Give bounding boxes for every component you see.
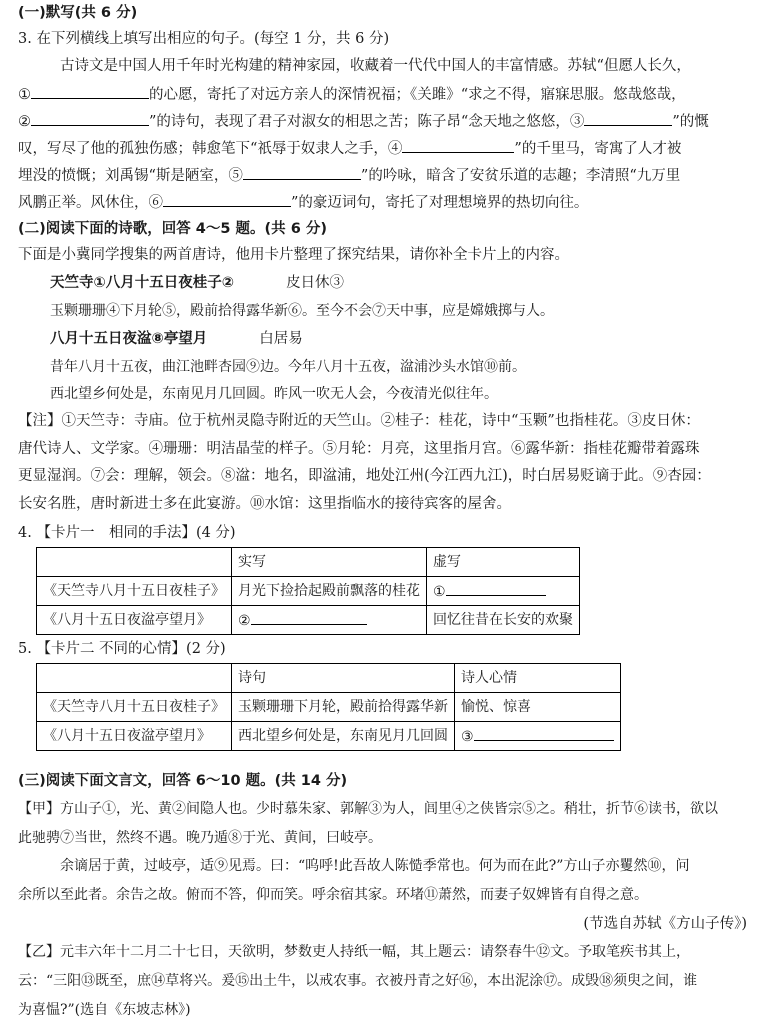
s1-line-6-tail: ”的豪迈词句，寄托了对理想境界的热切向往。 (291, 195, 589, 211)
card1-row2-virtual: 回忆往昔在长安的欢聚 (427, 606, 580, 635)
yi-line-2: 云：“三阳⑬既至，庶⑭草将兴。爰⑮出土牛，以戒农事。衣被丹青之好⑯，本出泥涂⑰。成毁⑱须臾之间，谁 (18, 973, 698, 989)
card2-answer-blank-3[interactable] (474, 728, 614, 741)
card2-col-mood: 诗人心情 (455, 664, 621, 693)
jia-line-4: 余所以至此者。余告之故。俯而不答，仰而笑。呼余宿其家。环堵⑪萧然，而妻子奴婢皆有自得之意。 (18, 887, 648, 903)
poem2-line-2: 西北望乡何处是，东南见月几回圆。昨风一吹无人会，今夜清光似往年。 (50, 386, 498, 402)
note-line-3: 更显湿润。⑦会：理解，领会。⑧湓：地名，即湓浦，地处江州(今江西九江)，时白居易贬谪于此。⑨杏园： (18, 468, 711, 484)
section2-intro: 下面是小冀同学搜集的两首唐诗，他用卡片整理了探究结果，请你补全卡片上的内容。 (18, 247, 569, 263)
s1-line-4-text: 叹，写尽了他的孤独伤感；韩愈笔下“祇辱于奴隶人之手， (18, 141, 388, 157)
poem1-author: 皮日休③ (286, 275, 345, 291)
jia-line-2: 此驰骋⑦当世，然终不遇。晚乃遁⑧于光、黄间，曰岐亭。 (18, 830, 382, 846)
poem2-line-1: 昔年八月十五夜，曲江池畔杏园⑨边。今年八月十五夜，湓浦沙头水馆⑩前。 (50, 359, 526, 375)
blank-mark-5: ⑤ (228, 168, 243, 184)
poem2-header (50, 332, 753, 347)
card2-row1-title: 《天竺寺八月十五日夜桂子》 (37, 693, 232, 722)
poem1-text: 玉颗珊珊④下月轮⑤，殿前拾得露华新⑥。至今不会⑦天中事，应是嫦娥掷与人。 (50, 303, 554, 319)
poem1-title: 天竺寺①八月十五日夜桂子② (50, 275, 235, 291)
s1-line-5-text: 埋没的愤慨；刘禹锡“斯是陋室， (18, 168, 229, 184)
s1-line-5 (18, 167, 753, 184)
s1-line-2-text: 的心愿，寄托了对远方亲人的深情祝福；《关雎》“求之不得，寤寐思服。悠哉悠哉， (149, 87, 686, 103)
answer-blank-1[interactable] (31, 86, 149, 99)
poem2-author: 白居易 (259, 331, 303, 347)
s1-line-4 (18, 140, 753, 157)
card2-heading: 5. 【卡片二 不同的心情】(2 分) (18, 641, 226, 657)
card1-answer-blank-1[interactable] (446, 583, 546, 596)
card1-row2-real[interactable] (232, 606, 427, 635)
section2-heading: (二)阅读下面的诗歌，回答 4～5 题。(共 6 分) (18, 221, 327, 237)
card1-row2-title: 《八月十五日夜湓亭望月》 (37, 606, 232, 635)
card1-col-real: 实写 (232, 548, 427, 577)
blank-mark-2: ② (18, 114, 31, 130)
poem1-header (50, 276, 753, 291)
card1-row1-title: 《天竺寺八月十五日夜桂子》 (37, 577, 232, 606)
card1-blank-mark-1: ① (433, 584, 446, 600)
card2-table (36, 663, 621, 751)
note-line-4: 长安名胜，唐时新进士多在此宴游。⑩水馆：这里指临水的接待宾客的屋舍。 (18, 496, 511, 512)
answer-blank-2[interactable] (31, 113, 149, 126)
card1-col-virtual: 虚写 (427, 548, 580, 577)
card2-header-row (37, 664, 621, 693)
blank-mark-3: ③ (569, 114, 585, 130)
yi-line-1: 【乙】元丰六年十二月二十七日，天欲明，梦数吏人持纸一幅，其上题云：请祭春牛⑫文。予取笔疾书其上， (18, 944, 690, 960)
card1-table (36, 547, 580, 635)
card1-row-2 (37, 606, 580, 635)
s1-line-5-tail: ”的吟咏，暗含了安贫乐道的志趣；李清照“九万里 (360, 168, 681, 184)
s1-line-3-text: ”的诗句，表现了君子对淑女的相思之苦；陈子昂“念天地之悠悠， (149, 114, 570, 130)
s1-line-6-text: 风鹏正举。风休住， (18, 195, 149, 211)
card2-row2-mood[interactable] (455, 722, 621, 751)
blank-mark-6: ⑥ (148, 195, 163, 211)
card2-row1-poem: 玉颗珊珊下月轮，殿前拾得露华新 (232, 693, 455, 722)
card2-row-2 (37, 722, 621, 751)
card2-row2-title: 《八月十五日夜湓亭望月》 (37, 722, 232, 751)
poem2-title: 八月十五日夜湓⑧亭望月 (50, 331, 208, 347)
card2-corner (37, 664, 232, 693)
card1-row1-real: 月光下捡拾起殿前飘落的桂花 (232, 577, 427, 606)
s1-line-1: 古诗文是中国人用千年时光构建的精神家园，收藏着一代代中国人的丰富情感。苏轼“但愿人长久， (60, 58, 691, 74)
card2-row1-mood: 愉悦、惊喜 (455, 693, 621, 722)
blank-mark-4: ④ (387, 141, 403, 157)
section1-heading: (一)默写(共 6 分) (18, 5, 138, 21)
card1-answer-blank-2[interactable] (251, 612, 367, 625)
card1-header-row (37, 548, 580, 577)
card1-row-1 (37, 577, 580, 606)
question-3: 3. 在下列横线上填写出相应的句子。(每空 1 分，共 6 分) (18, 31, 390, 47)
answer-blank-3[interactable] (584, 113, 672, 126)
jia-source: (节选自苏轼《方山子传》) (583, 916, 747, 932)
card1-corner (37, 548, 232, 577)
answer-blank-6[interactable] (163, 194, 291, 207)
s1-line-6 (18, 194, 753, 211)
card2-row-1 (37, 693, 621, 722)
card1-row1-virtual[interactable] (427, 577, 580, 606)
answer-blank-5[interactable] (243, 167, 361, 180)
yi-line-3: 为喜愠?”(选自《东坡志林》) (18, 1002, 191, 1018)
s1-line-3-tail: ”的慨 (672, 114, 709, 130)
answer-blank-4[interactable] (402, 140, 514, 153)
card1-blank-mark-2: ② (238, 613, 251, 629)
blank-mark-1: ① (18, 87, 31, 103)
note-line-1: 【注】①天竺寺：寺庙。位于杭州灵隐寺附近的天竺山。②桂子：桂花，诗中“玉颗”也指桂花。③皮日休： (18, 413, 700, 429)
s1-line-4-tail: ”的千里马，寄寓了人才被 (514, 141, 682, 157)
card2-row2-poem: 西北望乡何处是，东南见月几回圆 (232, 722, 455, 751)
s1-line-3 (18, 113, 753, 130)
card1-heading: 4. 【卡片一 相同的手法】(4 分) (18, 525, 236, 541)
note-line-2: 唐代诗人、文学家。④珊珊：明洁晶莹的样子。⑤月轮：月亮，这里指月宫。⑥露华新：指桂花瓣带着露珠 (18, 441, 700, 457)
jia-line-3: 余谪居于黄，过岐亭，适⑨见焉。曰：“呜呼!此吾故人陈慥季常也。何为而在此?”方山子亦矍然⑩，问 (60, 858, 690, 874)
section3-heading: (三)阅读下面文言文，回答 6～10 题。(共 14 分) (18, 773, 348, 789)
card2-blank-mark-3: ③ (461, 729, 474, 745)
jia-line-1: 【甲】方山子①，光、黄②间隐人也。少时慕朱家、郭解③为人，闾里④之侠皆宗⑤之。稍壮，折节⑥读书，欲以 (18, 801, 718, 817)
card2-col-poem: 诗句 (232, 664, 455, 693)
s1-line-2 (18, 86, 753, 103)
